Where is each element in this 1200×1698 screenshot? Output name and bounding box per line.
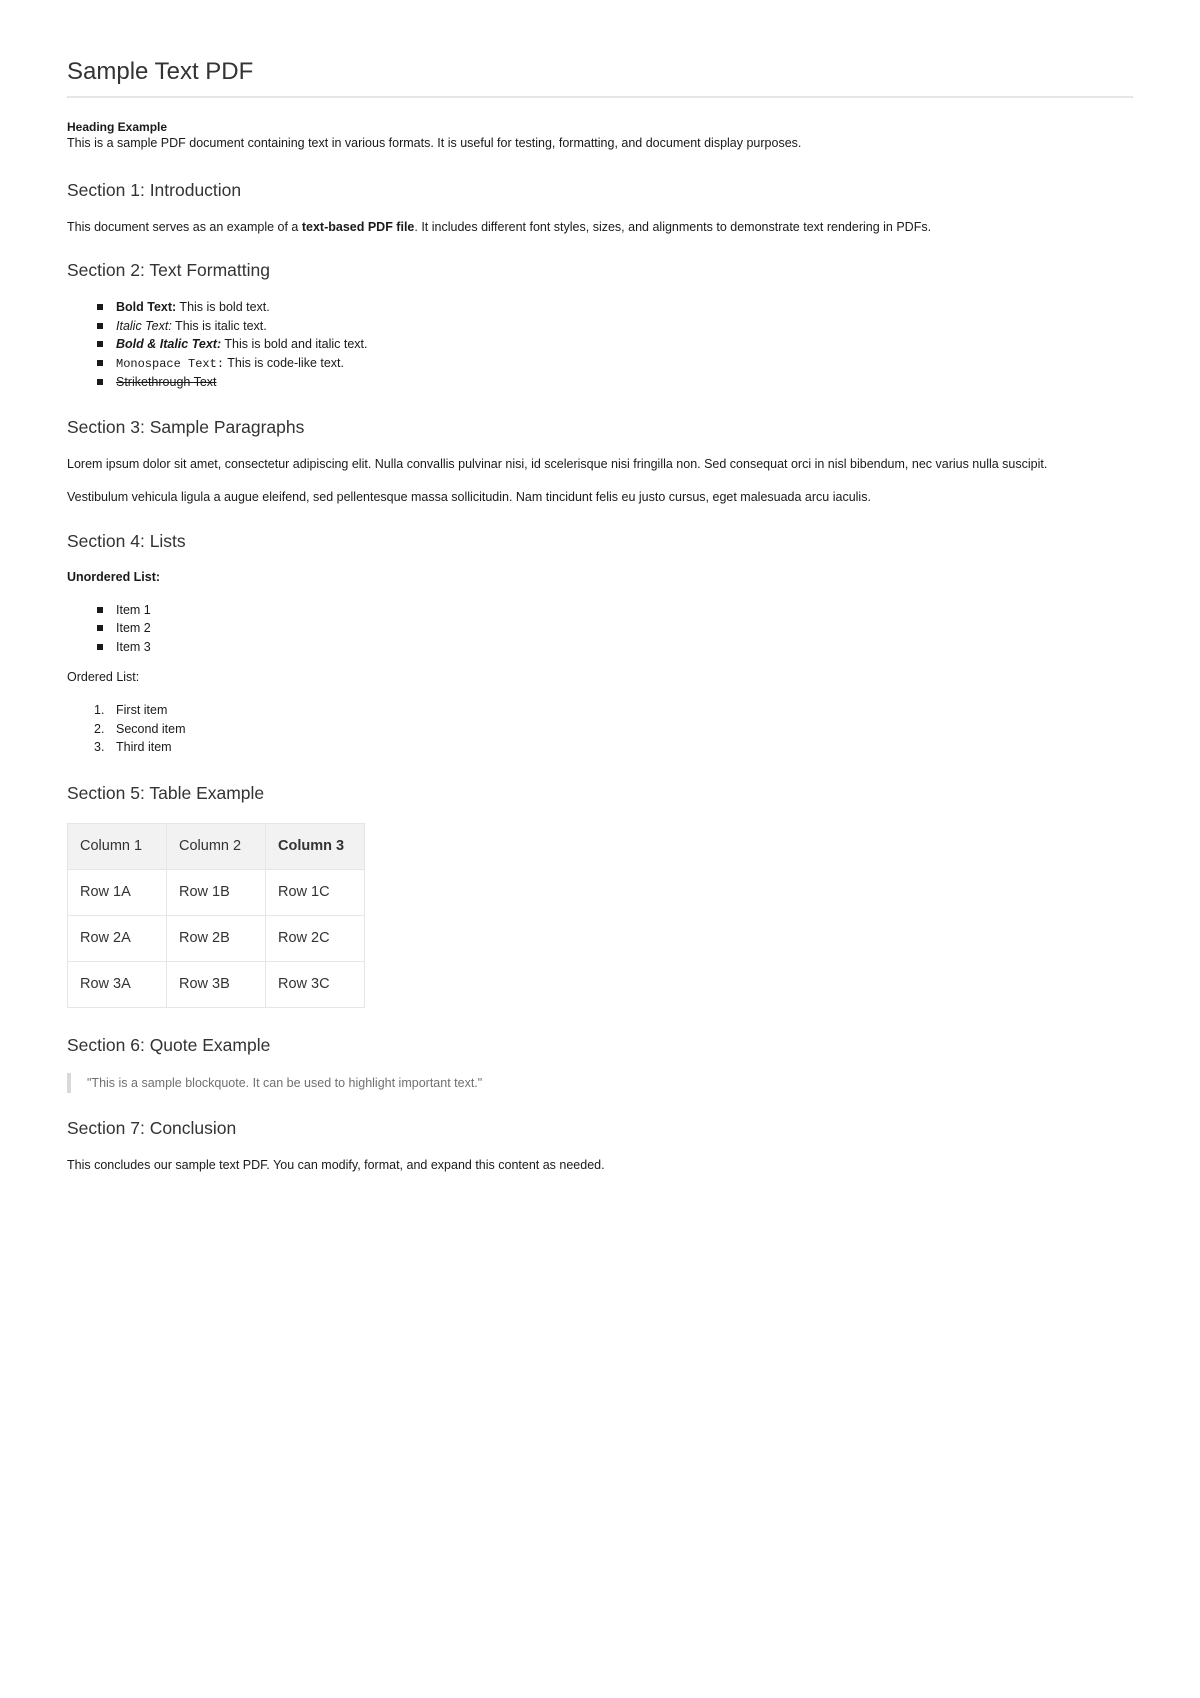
strikethrough-label: Strikethrough Text	[116, 375, 217, 389]
table-row	[68, 961, 365, 1007]
title-divider	[67, 96, 1133, 98]
list-item-italic	[116, 317, 1133, 336]
list-item-text: First item	[116, 703, 168, 717]
paragraph-2: Vestibulum vehicula ligula a augue eleifend, sed pellentesque massa sollicitudin. Nam tincidunt felis eu justo cursus, eget malesuada arcu iaculis.	[67, 489, 871, 504]
table-cell: Row 1B	[167, 869, 266, 915]
unordered-list-label	[67, 569, 1133, 586]
section-7-title: Section 7: Conclusion	[67, 1117, 237, 1138]
section-3-title: Section 3: Sample Paragraphs	[67, 416, 305, 437]
list-item-bold-italic	[116, 335, 1133, 354]
section-5-title: Section 5: Table Example	[67, 782, 265, 803]
unordered-list-label-text: Unordered List:	[67, 569, 161, 584]
square-bullet-icon	[97, 304, 103, 310]
section-2-title: Section 2: Text Formatting	[67, 260, 270, 280]
table-header-cell: Column 3	[266, 823, 365, 869]
square-bullet-icon	[97, 323, 103, 329]
section-1-text-start: This document serves as an example of a	[67, 220, 302, 234]
list-item-monospace	[116, 354, 1133, 374]
square-bullet-icon	[97, 607, 103, 613]
list-item	[116, 619, 1133, 638]
bold-label: Bold Text:	[116, 300, 177, 314]
sample-table	[67, 823, 365, 1008]
section-1-text-end: . It includes different font styles, sizes, and alignments to demonstrate text rendering in PDFs.	[414, 220, 932, 234]
table-cell: Row 2C	[266, 915, 365, 961]
square-bullet-icon	[97, 644, 103, 650]
document-title: Sample Text PDF	[67, 58, 254, 85]
list-item-text: Item 2	[116, 621, 151, 635]
list-item-bold	[116, 298, 1133, 317]
ordered-list-label: Ordered List:	[67, 670, 140, 684]
conclusion-text: This concludes our sample text PDF. You can modify, format, and expand this content as needed.	[67, 1157, 605, 1172]
list-item	[116, 601, 1133, 620]
table-cell: Row 3B	[167, 961, 266, 1007]
list-item	[94, 720, 1133, 739]
document-page	[67, 0, 1133, 1174]
list-item	[116, 638, 1133, 657]
list-item-text: Item 1	[116, 602, 151, 617]
section-1-title: Section 1: Introduction	[67, 180, 242, 200]
square-bullet-icon	[97, 379, 103, 385]
table-header-cell: Column 1	[68, 823, 167, 869]
list-item	[94, 701, 1133, 720]
list-item-text: Third item	[116, 740, 172, 754]
section-6-title: Section 6: Quote Example	[67, 1034, 271, 1055]
list-item-text: Item 3	[116, 639, 151, 654]
italic-text: This is italic text.	[171, 318, 267, 333]
bold-italic-text: This is bold and italic text.	[221, 337, 368, 351]
blockquote: "This is a sample blockquote. It can be used to highlight important text."	[67, 1073, 1133, 1093]
ordered-list	[67, 701, 1133, 757]
table-cell: Row 2B	[167, 915, 266, 961]
italic-label: Italic Text:	[116, 318, 172, 333]
list-item-strikethrough	[116, 373, 1133, 392]
table-cell: Row 3A	[68, 961, 167, 1007]
table-cell: Row 1C	[266, 869, 365, 915]
heading-example: Heading Example	[67, 120, 168, 134]
bold-italic-label: Bold & Italic Text:	[116, 337, 222, 351]
section-1-text	[67, 219, 1133, 236]
list-number: 2.	[94, 721, 105, 736]
list-number: 1.	[94, 703, 105, 717]
intro-text: This is a sample PDF document containing text in various formats. It is useful for testing, formatting, and document display purposes.	[67, 136, 802, 150]
monospace-label: Monospace Text:	[116, 356, 225, 371]
table-cell: Row 1A	[68, 869, 167, 915]
table-cell: Row 3C	[266, 961, 365, 1007]
table-row	[68, 869, 365, 915]
section-1-text-bold: text-based PDF file	[301, 220, 415, 234]
bold-text: This is bold text.	[176, 300, 270, 314]
square-bullet-icon	[97, 341, 103, 347]
table-header-row	[68, 823, 365, 869]
unordered-list	[67, 601, 1133, 657]
list-number: 3.	[94, 740, 105, 754]
table-header-cell: Column 2	[167, 823, 266, 869]
list-item	[94, 738, 1133, 757]
table-cell: Row 2A	[68, 915, 167, 961]
list-item-text: Second item	[116, 721, 186, 736]
table-row	[68, 915, 365, 961]
formatting-list	[67, 298, 1133, 392]
paragraph-1: Lorem ipsum dolor sit amet, consectetur adipiscing elit. Nulla convallis pulvinar nisi, id scelerisque nisi fringilla non. Sed consequat orci in nisl bibendum, nec varius nulla suscipit.	[67, 456, 1048, 471]
square-bullet-icon	[97, 625, 103, 631]
square-bullet-icon	[97, 360, 103, 366]
section-4-title: Section 4: Lists	[67, 530, 186, 551]
monospace-text: This is code-like text.	[224, 355, 344, 370]
